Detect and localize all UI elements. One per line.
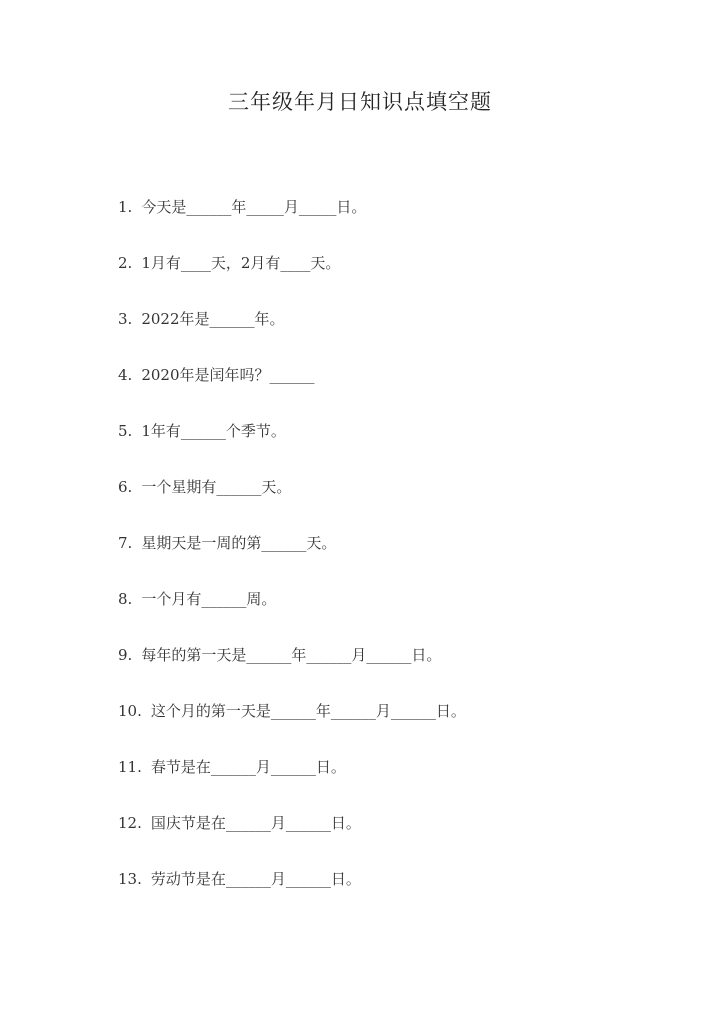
question-item	[118, 756, 466, 812]
question-number: 12.	[118, 814, 142, 832]
question-item	[118, 700, 466, 756]
question-item	[118, 532, 466, 588]
question-text: 一个月有______周。	[141, 590, 277, 608]
question-number: 1.	[118, 198, 133, 216]
question-number: 2.	[118, 254, 133, 272]
question-text: 2022年是______年。	[141, 310, 285, 328]
question-number: 8.	[118, 590, 133, 608]
question-item	[118, 420, 466, 476]
question-text: 春节是在______月______日。	[150, 758, 346, 776]
question-text: 劳动节是在______月______日。	[150, 870, 361, 888]
question-text: 2020年是闰年吗？______	[141, 366, 315, 384]
question-number: 11.	[118, 758, 142, 776]
question-item	[118, 476, 466, 532]
question-text: 1月有____天，2月有____天。	[141, 254, 341, 272]
question-number: 10.	[118, 702, 142, 720]
question-item	[118, 644, 466, 700]
question-number: 3.	[118, 310, 133, 328]
question-text: 一个星期有______天。	[141, 478, 292, 496]
question-number: 6.	[118, 478, 133, 496]
question-number: 5.	[118, 422, 133, 440]
question-text: 这个月的第一天是______年______月______日。	[150, 702, 466, 720]
question-item	[118, 812, 466, 868]
question-item	[118, 196, 466, 252]
question-text: 星期天是一周的第______天。	[141, 534, 337, 552]
question-item	[118, 308, 466, 364]
question-number: 4.	[118, 366, 133, 384]
question-item	[118, 588, 466, 644]
page-title: 三年级年月日知识点填空题	[228, 90, 492, 114]
question-number: 13.	[118, 870, 142, 888]
question-item	[118, 868, 466, 924]
question-number: 9.	[118, 646, 133, 664]
question-item	[118, 252, 466, 308]
question-text: 国庆节是在______月______日。	[150, 814, 361, 832]
question-text: 今天是______年_____月_____日。	[141, 198, 367, 216]
question-text: 1年有______个季节。	[141, 422, 286, 440]
question-list	[118, 196, 466, 924]
question-number: 7.	[118, 534, 133, 552]
question-text: 每年的第一天是______年______月______日。	[141, 646, 442, 664]
question-item	[118, 364, 466, 420]
